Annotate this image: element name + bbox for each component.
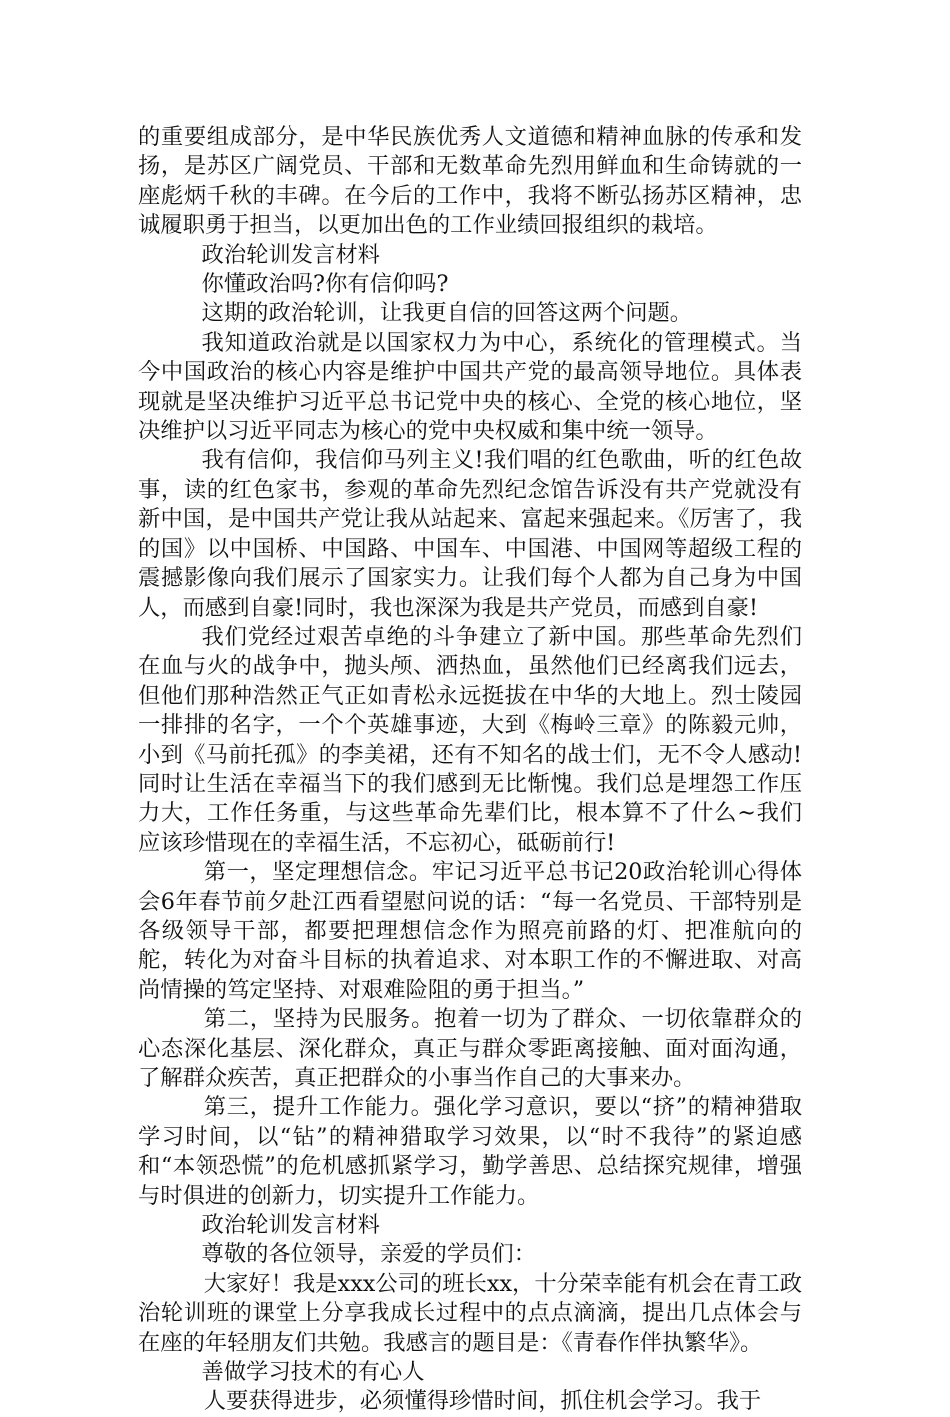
paragraph-15: 人要获得进步，必须懂得珍惜时间，抓住机会学习。我于 [203,1388,762,1415]
paragraph-13: 大家好！我是xxx公司的班长xx，十分荣幸能有机会在青工政治轮训班的课堂上分享我成长过程中的点点滴滴，提出几点体会与在座的年轻朋友们共勉。我感言的题目是：《青春作伴执繁华》。 [138,1270,802,1356]
paragraph-5: 我知道政治就是以国家权力为中心，系统化的管理模式。当今中国政治的核心内容是维护中国共产党的最高领导地位。具体表现就是坚决维护习近平总书记党中央的核心、全党的核心地位，坚决维护以习近平同志为核心的党中央权威和集中统一领导。 [138,329,802,445]
paragraph-12: 尊敬的各位领导，亲爱的学员们： [201,1241,537,1268]
paragraph-8: 第一，坚定理想信念。牢记习近平总书记20政治轮训心得体会6年春节前夕赴江西看望慰问说的话：“每一名党员、干部特别是各级领导干部，都要把理想信念作为照亮前路的灯、把准航向的舵，转化为对奋斗目标的执着追求、对本职工作的不懈进取、对高尚情操的笃定坚持、对艰难险阻的勇于担当。” [138,859,802,1003]
document-body [138,123,802,1417]
paragraph-3: 你懂政治吗?你有信仰吗? [201,271,449,298]
paragraph-7: 我们党经过艰苦卓绝的斗争建立了新中国。那些革命先烈们在血与火的战争中，抛头颅、洒热血，虽然他们已经离我们远去，但他们那种浩然正气正如青松永远挺拔在中华的大地上。烈士陵园一排排的名字，一个个英雄事迹，大到《梅岭三章》的陈毅元帅，小到《马前托孤》的李美裙，还有不知名的战士们，无不令人感动!同时让生活在幸福当下的我们感到无比惭愧。我们总是埋怨工作压力大，工作任务重，与这些革命先辈们比，根本算不了什么~我们应该珍惜现在的幸福生活，不忘初心，砥砺前行! [138,623,802,856]
section-heading: 政治轮训发言材料 [201,241,380,268]
paragraph-9: 第二，坚持为民服务。抱着一切为了群众、一切依靠群众的心态深化基层、深化群众，真正与群众零距离接触、面对面沟通，了解群众疾苦，真正把群众的小事当作自己的大事来办。 [138,1006,802,1091]
paragraph-6: 我有信仰，我信仰马列主义!我们唱的红色歌曲，听的红色故事，读的红色家书，参观的革命先烈纪念馆告诉没有共产党就没有新中国，是中国共产党让我从站起来、富起来强起来。《厉害了，我的国》以中国桥、中国路、中国车、中国港、中国网等超级工程的震撼影像向我们展示了国家实力。让我们每个人都为自己身为中国人，而感到自豪!同时，我也深深为我是共产党员，而感到自豪! [138,447,802,621]
paragraph-10: 第三，提升工作能力。强化学习意识，要以“挤”的精神猎取学习时间，以“钻”的精神猎取学习效果，以“时不我待”的紧迫感和“本领恐慌”的危机感抓紧学习，勤学善思、总结探究规律，增强与时俱进的创新力，切实提升工作能力。 [138,1094,802,1209]
paragraph-4: 这期的政治轮训，让我更自信的回答这两个问题。 [201,300,693,327]
paragraph-14: 善做学习技术的有心人 [201,1359,425,1386]
section-heading-2: 政治轮训发言材料 [201,1212,380,1239]
paragraph-1: 的重要组成部分，是中华民族优秀人文道德和精神血脉的传承和发扬，是苏区广阔党员、干部和无数革命先烈用鲜血和生命铸就的一座彪炳千秋的丰碑。在今后的工作中，我将不断弘扬苏区精神，忠诚履职勇于担当，以更加出色的工作业绩回报组织的栽培。 [138,124,802,239]
